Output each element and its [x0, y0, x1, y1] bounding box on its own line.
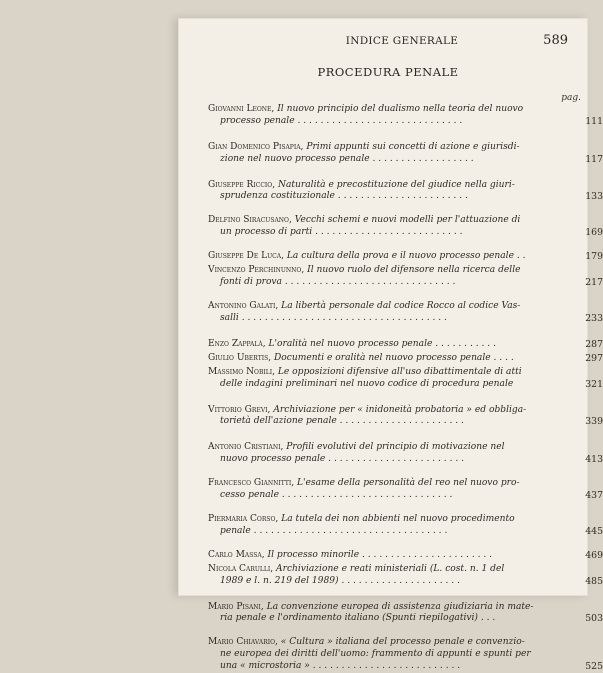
toc-title: L'oralità nel nuovo processo penale . . . . . . . . . . . [265, 338, 496, 349]
toc-entry [208, 478, 603, 502]
toc-entry-first-line [208, 478, 581, 490]
toc-entry-first-line [208, 301, 581, 313]
toc-title-continuation: delle indagini preliminari nel nuovo codice di procedura penale [220, 378, 514, 389]
toc-title: Naturalità e precostituzione del giudice nella giuri- [275, 179, 515, 190]
toc-title: Primi appunti sui concetti di azione e giurisdi- [303, 141, 520, 152]
toc-page-number: 485 [585, 575, 603, 587]
toc-entry-first-line [208, 637, 581, 649]
toc-entry [208, 514, 603, 538]
toc-author: Giulio Ubertis, [208, 352, 272, 363]
toc-title-continuation: penale . . . . . . . . . . . . . . . . . . . . . . . . . . . . . . . . . . [220, 525, 448, 536]
toc-title: L'esame della personalità del reo nel nuovo pro- [294, 478, 520, 489]
toc-page-number: 233 [585, 312, 603, 324]
toc-title-continuation: processo penale . . . . . . . . . . . . . . . . . . . . . . . . . . . . . [220, 115, 463, 126]
running-head [236, 35, 568, 51]
toc-title-continuation: sprudenza costituzionale . . . . . . . . . . . . . . . . . . . . . . . [220, 191, 468, 202]
toc-entry [208, 367, 603, 391]
toc-author: Antonino Galati, [208, 301, 279, 311]
toc-author: Antonio Cristiani, [208, 442, 284, 453]
toc-title: La libertà personale dal codice Rocco al codice Vas- [278, 301, 521, 311]
toc-author: Nicola Carulli, [208, 563, 274, 574]
toc-page-number: 437 [585, 489, 603, 501]
toc-title-continuation: nuovo processo penale . . . . . . . . . . . . . . . . . . . . . . . . [220, 454, 465, 465]
page-number: 589 [543, 33, 568, 48]
toc-author: Delfino Siracusano, [208, 215, 292, 226]
toc-author: Giovanni Leone, [208, 104, 275, 114]
toc-title-continuation: zione nel nuovo processo penale . . . . . . . . . . . . . . . . . . [220, 153, 474, 164]
toc-author: Mario Pisani, [208, 601, 264, 612]
toc-title-continuation: 1989 e l. n. 219 del 1989) . . . . . . . . . . . . . . . . . . . . . [220, 575, 460, 586]
toc-author: Giuseppe De Luca, [208, 251, 284, 262]
toc-title: Profili evolutivi del principio di motivazione nel [283, 442, 505, 453]
toc-title-continuation: ne europea dei diritti dell'uomo: frammento di appunti e spunti per [220, 649, 531, 660]
toc-title-continuation: cesso penale . . . . . . . . . . . . . . . . . . . . . . . . . . . . . . [220, 489, 453, 500]
toc-entry [208, 265, 603, 289]
toc-title-continuation: un processo di parti . . . . . . . . . . . . . . . . . . . . . . . . . . [220, 227, 463, 238]
toc-entry-first-line [208, 353, 581, 365]
toc-entry-first-line [208, 180, 581, 192]
toc-entry-first-line [208, 564, 581, 576]
toc-entry [208, 353, 603, 365]
toc-entry-first-line [208, 142, 581, 154]
toc-entry [208, 180, 603, 204]
toc-page-number: 413 [585, 454, 603, 466]
toc-author: Massimo Nobili, [208, 366, 275, 377]
toc-page-number: 525 [585, 660, 603, 672]
toc-author: Carlo Massa, [208, 549, 265, 560]
toc-title: « Cultura » italiana del processo penale e convenzio- [277, 637, 525, 648]
toc-author: Piermaria Corso, [208, 514, 279, 524]
toc-page-number: 217 [585, 276, 603, 288]
toc-author: Vittorio Grevi, [208, 404, 271, 415]
toc-title-continuation: una « microstoria » . . . . . . . . . . . . . . . . . . . . . . . . . . [220, 660, 461, 671]
toc-author: Giuseppe Riccio, [208, 179, 276, 190]
toc-title: Il nuovo principio del dualismo nella teoria del nuovo [274, 104, 524, 114]
toc-page-number: 287 [585, 338, 603, 350]
toc-entry [208, 142, 603, 166]
toc-title: Vecchi schemi e nuovi modelli per l'attuazione di [291, 215, 521, 226]
toc-page-number: 339 [585, 416, 603, 428]
toc-title-continuation: fonti di prova . . . . . . . . . . . . . . . . . . . . . . . . . . . . . . [220, 276, 456, 287]
toc-entry [208, 251, 603, 263]
toc-title: La convenzione europea di assistenza giudiziaria in mate- [263, 601, 534, 612]
toc-entry [208, 301, 603, 325]
toc-title-continuation: torietà dell'azione penale . . . . . . . . . . . . . . . . . . . . . . [220, 416, 464, 427]
toc-page-number: 445 [585, 525, 603, 537]
toc-entry-first-line [208, 265, 581, 277]
toc-page-number: 503 [585, 613, 603, 625]
toc-entry-first-line [208, 442, 581, 454]
toc-page-number: 179 [585, 251, 603, 263]
toc-page-number: 169 [585, 227, 603, 239]
toc-title: Il nuovo ruolo del difensore nella ricerca delle [304, 265, 521, 276]
toc-entry [208, 339, 603, 351]
toc-title: Archiviazione per « inidoneità probatoria » ed obbliga- [270, 404, 527, 415]
toc-title: Documenti e oralità nel nuovo processo penale . . . . [271, 352, 514, 363]
toc-entry [208, 442, 603, 466]
toc-entry-first-line [208, 602, 581, 614]
toc-entry-first-line [208, 251, 581, 263]
toc-entry [208, 564, 603, 588]
toc-title-continuation: ria penale e l'ordinamento italiano (Spunti riepilogativi) . . . [220, 613, 496, 624]
toc-entry [208, 602, 603, 626]
section-title: PROCEDURA PENALE [317, 65, 459, 79]
book-page [178, 18, 603, 672]
toc-title: La cultura della prova e il nuovo processo penale . . [284, 251, 526, 262]
toc-entry [208, 215, 603, 239]
toc-title: Archiviazione e reati ministeriali (L. cost. n. 1 del [273, 563, 505, 574]
toc-author: Francesco Giannitti, [208, 478, 295, 489]
toc-author: Vincenzo Perchinunno, [208, 265, 305, 276]
toc-entry [208, 405, 603, 429]
toc-page-number: 133 [585, 191, 603, 203]
toc-page-number: 111 [585, 115, 603, 127]
toc-author: Mario Chiavario, [208, 637, 278, 648]
toc-author: Enzo Zappalà, [208, 338, 266, 349]
toc-entry-first-line [208, 550, 581, 562]
toc-page-number: 297 [585, 352, 603, 364]
toc-entry-first-line [208, 405, 581, 417]
toc-page-number: 469 [585, 549, 603, 561]
toc-title-continuation: salli . . . . . . . . . . . . . . . . . . . . . . . . . . . . . . . . . . . . [220, 312, 447, 323]
toc-title: La tutela dei non abbienti nel nuovo procedimento [278, 514, 515, 524]
toc-entry [208, 637, 603, 672]
toc-entry [208, 104, 603, 128]
toc-page-number: 321 [585, 378, 603, 390]
toc-author: Gian Domenico Pisapia, [208, 141, 304, 152]
toc-entry-first-line [208, 514, 581, 526]
toc-page-number: 117 [585, 153, 603, 165]
toc-entry [208, 550, 603, 562]
pag-label: pag. [561, 93, 581, 103]
toc-entry-first-line [208, 339, 581, 351]
toc-title: Il processo minorile . . . . . . . . . . . . . . . . . . . . . . . [264, 549, 493, 560]
running-title: INDICE GENERALE [345, 35, 459, 47]
toc-entry-first-line [208, 215, 581, 227]
toc-entry-first-line [208, 104, 581, 116]
toc-entry-first-line [208, 367, 581, 379]
toc-title: Le opposizioni difensive all'uso dibattimentale di atti [274, 366, 522, 377]
